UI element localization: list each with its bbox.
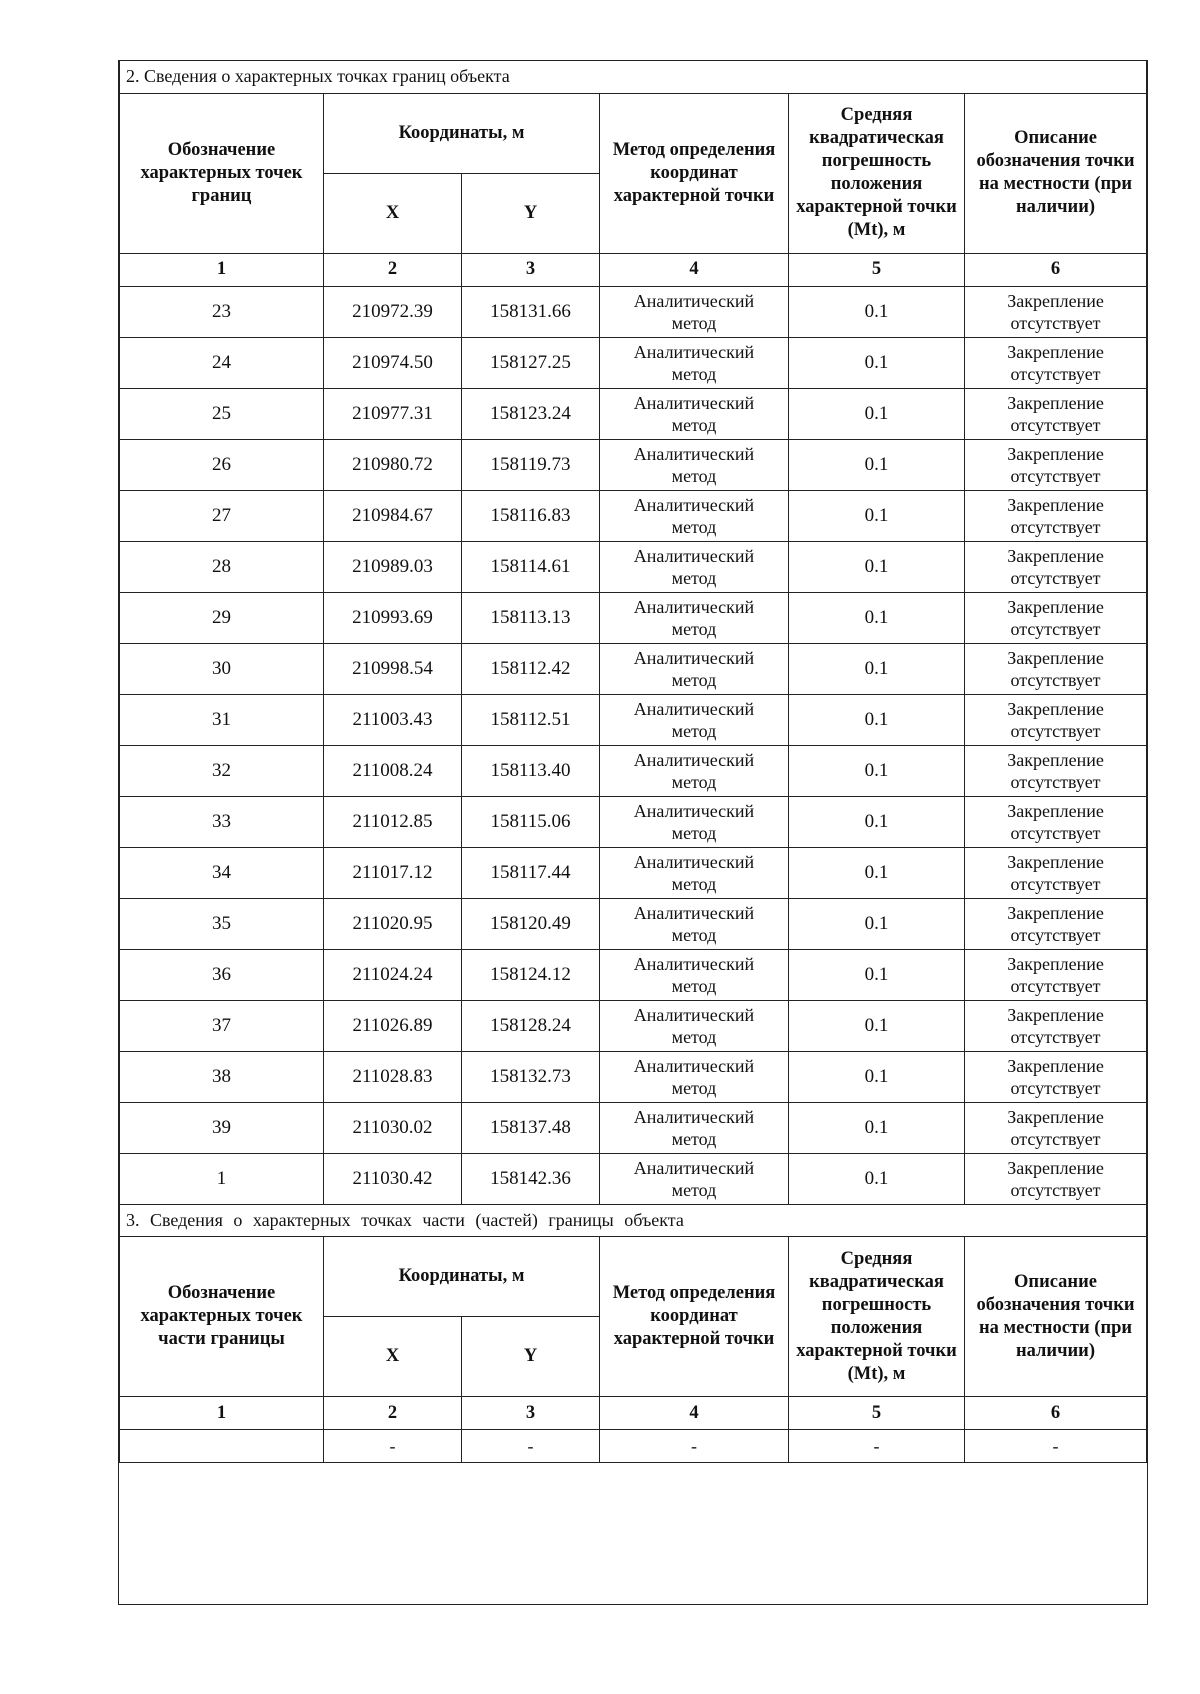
column-number: 2	[324, 253, 462, 286]
coord-y: 158128.24	[462, 1000, 600, 1051]
point-number: 39	[120, 1102, 324, 1153]
method-line-1: Аналитический	[633, 902, 755, 923]
method-line-1: Аналитический	[633, 647, 755, 668]
coord-x: 211008.24	[324, 745, 462, 796]
method-line-2: метод	[671, 1026, 717, 1047]
method-cell	[600, 541, 789, 592]
error-mt: 0.1	[789, 541, 965, 592]
point-number: 30	[120, 643, 324, 694]
description-cell	[965, 1153, 1147, 1204]
error-mt: 0.1	[789, 1051, 965, 1102]
table-row	[120, 1153, 1147, 1204]
method-line-2: метод	[671, 516, 717, 537]
point-number: 35	[120, 898, 324, 949]
coord-y: 158119.73	[462, 439, 600, 490]
method-cell	[600, 1051, 789, 1102]
coord-x: 210980.72	[324, 439, 462, 490]
point-number: 26	[120, 439, 324, 490]
description-cell	[965, 490, 1147, 541]
method-cell	[600, 796, 789, 847]
header-x: X	[324, 1317, 462, 1397]
coord-x: 211030.02	[324, 1102, 462, 1153]
method-line-1: Аналитический	[633, 392, 755, 413]
description-line-2: отсутствует	[1010, 618, 1101, 639]
description-cell	[965, 541, 1147, 592]
method-cell	[600, 643, 789, 694]
header-method: Метод определения координат характерной точки	[600, 93, 789, 253]
coord-y: 158113.40	[462, 745, 600, 796]
header-coords: Координаты, м	[324, 93, 600, 173]
method-line-1: Аналитический	[633, 953, 755, 974]
description-cell	[965, 796, 1147, 847]
method-line-1: Аналитический	[633, 1004, 755, 1025]
method-line-2: метод	[671, 720, 717, 741]
header-method: Метод определения координат характерной точки	[600, 1237, 789, 1397]
coord-y: 158116.83	[462, 490, 600, 541]
method-line-2: метод	[671, 465, 717, 486]
coord-y: 158142.36	[462, 1153, 600, 1204]
error-mt: 0.1	[789, 1153, 965, 1204]
method-line-2: метод	[671, 567, 717, 588]
error-mt: 0.1	[789, 286, 965, 337]
error-mt: 0.1	[789, 949, 965, 1000]
point-number: 36	[120, 949, 324, 1000]
coord-x: 211020.95	[324, 898, 462, 949]
method-cell	[600, 949, 789, 1000]
description-line-1: Закрепление	[1007, 392, 1104, 413]
header-error: Средняя квадратическая погрешность положения характерной точки (Mt), м	[789, 1237, 965, 1397]
coord-y: 158132.73	[462, 1051, 600, 1102]
column-number: 6	[965, 253, 1147, 286]
coord-x: 210989.03	[324, 541, 462, 592]
description-cell	[965, 1000, 1147, 1051]
description-line-1: Закрепление	[1007, 443, 1104, 464]
description-line-2: отсутствует	[1010, 822, 1101, 843]
column-number: 1	[120, 1397, 324, 1430]
description-line-2: отсутствует	[1010, 669, 1101, 690]
description-cell	[965, 694, 1147, 745]
header-description: Описание обозначения точки на местности (при наличии)	[965, 1237, 1147, 1397]
table-row	[120, 1102, 1147, 1153]
method-line-2: метод	[671, 975, 717, 996]
method-cell	[600, 337, 789, 388]
point-number: 32	[120, 745, 324, 796]
coord-y: 158127.25	[462, 337, 600, 388]
description-line-1: Закрепление	[1007, 1106, 1104, 1127]
header-y: Y	[462, 173, 600, 253]
table-row	[120, 490, 1147, 541]
method-line-2: метод	[671, 1128, 717, 1149]
method-line-2: метод	[671, 924, 717, 945]
method-line-1: Аналитический	[633, 698, 755, 719]
error-mt: 0.1	[789, 1102, 965, 1153]
error-mt: 0.1	[789, 1000, 965, 1051]
empty-cell: -	[965, 1430, 1147, 1463]
empty-cell: -	[600, 1430, 789, 1463]
method-line-1: Аналитический	[633, 1157, 755, 1178]
description-line-1: Закрепление	[1007, 1055, 1104, 1076]
coord-y: 158115.06	[462, 796, 600, 847]
table-row	[120, 439, 1147, 490]
coord-x: 211003.43	[324, 694, 462, 745]
column-number: 5	[789, 1397, 965, 1430]
coord-x: 210984.67	[324, 490, 462, 541]
description-line-1: Закрепление	[1007, 1004, 1104, 1025]
description-cell	[965, 1051, 1147, 1102]
table-row	[120, 388, 1147, 439]
table-row	[120, 337, 1147, 388]
error-mt: 0.1	[789, 643, 965, 694]
description-line-1: Закрепление	[1007, 800, 1104, 821]
column-number: 6	[965, 1397, 1147, 1430]
description-cell	[965, 286, 1147, 337]
empty-cell: -	[789, 1430, 965, 1463]
description-line-2: отсутствует	[1010, 414, 1101, 435]
method-line-1: Аналитический	[633, 800, 755, 821]
error-mt: 0.1	[789, 439, 965, 490]
table-row	[120, 949, 1147, 1000]
method-line-2: метод	[671, 669, 717, 690]
description-line-2: отсутствует	[1010, 720, 1101, 741]
method-cell	[600, 388, 789, 439]
point-number: 27	[120, 490, 324, 541]
header-x: X	[324, 173, 462, 253]
description-cell	[965, 592, 1147, 643]
point-number: 31	[120, 694, 324, 745]
point-number: 1	[120, 1153, 324, 1204]
error-mt: 0.1	[789, 745, 965, 796]
header-y: Y	[462, 1317, 600, 1397]
error-mt: 0.1	[789, 796, 965, 847]
coord-x: 210974.50	[324, 337, 462, 388]
description-cell	[965, 388, 1147, 439]
coord-x: 211012.85	[324, 796, 462, 847]
description-line-1: Закрепление	[1007, 953, 1104, 974]
description-line-2: отсутствует	[1010, 1026, 1101, 1047]
document-frame	[118, 60, 1148, 1605]
method-line-1: Аналитический	[633, 1055, 755, 1076]
column-number: 2	[324, 1397, 462, 1430]
error-mt: 0.1	[789, 337, 965, 388]
error-mt: 0.1	[789, 898, 965, 949]
point-number: 38	[120, 1051, 324, 1102]
coord-x: 211030.42	[324, 1153, 462, 1204]
header-designation: Обозначение характерных точек части границы	[120, 1237, 324, 1397]
description-line-1: Закрепление	[1007, 749, 1104, 770]
coord-y: 158137.48	[462, 1102, 600, 1153]
description-line-2: отсутствует	[1010, 567, 1101, 588]
point-number: 33	[120, 796, 324, 847]
description-cell	[965, 745, 1147, 796]
description-line-1: Закрепление	[1007, 647, 1104, 668]
table-row	[120, 847, 1147, 898]
description-cell	[965, 1102, 1147, 1153]
error-mt: 0.1	[789, 592, 965, 643]
description-line-1: Закрепление	[1007, 290, 1104, 311]
method-line-2: метод	[671, 414, 717, 435]
point-number: 28	[120, 541, 324, 592]
description-cell	[965, 643, 1147, 694]
coord-y: 158112.42	[462, 643, 600, 694]
method-line-1: Аналитический	[633, 443, 755, 464]
method-cell	[600, 1153, 789, 1204]
section3-title: 3. Сведения о характерных точках части (частей) границы объекта	[120, 1205, 1147, 1237]
method-line-2: метод	[671, 771, 717, 792]
method-cell	[600, 745, 789, 796]
method-cell	[600, 694, 789, 745]
method-cell	[600, 898, 789, 949]
method-line-1: Аналитический	[633, 545, 755, 566]
error-mt: 0.1	[789, 847, 965, 898]
description-line-2: отсутствует	[1010, 771, 1101, 792]
coord-x: 210977.31	[324, 388, 462, 439]
table-row	[120, 1430, 1147, 1463]
coord-x: 211026.89	[324, 1000, 462, 1051]
table-row	[120, 541, 1147, 592]
table-row	[120, 898, 1147, 949]
table-row	[120, 1000, 1147, 1051]
empty-cell	[120, 1430, 324, 1463]
coord-x: 210998.54	[324, 643, 462, 694]
description-line-2: отсутствует	[1010, 1128, 1101, 1149]
description-line-2: отсутствует	[1010, 924, 1101, 945]
description-line-2: отсутствует	[1010, 975, 1101, 996]
method-line-2: метод	[671, 1179, 717, 1200]
method-line-1: Аналитический	[633, 851, 755, 872]
method-cell	[600, 439, 789, 490]
point-number: 23	[120, 286, 324, 337]
description-cell	[965, 898, 1147, 949]
section2-table	[119, 61, 1147, 1205]
point-number: 34	[120, 847, 324, 898]
method-cell	[600, 286, 789, 337]
coord-y: 158120.49	[462, 898, 600, 949]
method-line-2: метод	[671, 618, 717, 639]
coord-x: 211024.24	[324, 949, 462, 1000]
description-line-1: Закрепление	[1007, 341, 1104, 362]
description-line-2: отсутствует	[1010, 1179, 1101, 1200]
description-cell	[965, 439, 1147, 490]
method-line-2: метод	[671, 363, 717, 384]
column-number: 5	[789, 253, 965, 286]
section2-title: 2. Сведения о характерных точках границ объекта	[120, 61, 1147, 93]
description-line-1: Закрепление	[1007, 545, 1104, 566]
coord-y: 158114.61	[462, 541, 600, 592]
section3-table	[119, 1205, 1147, 1464]
column-number: 4	[600, 253, 789, 286]
method-line-1: Аналитический	[633, 749, 755, 770]
method-cell	[600, 1000, 789, 1051]
method-cell	[600, 847, 789, 898]
error-mt: 0.1	[789, 388, 965, 439]
header-coords: Координаты, м	[324, 1237, 600, 1317]
empty-cell: -	[324, 1430, 462, 1463]
description-line-2: отсутствует	[1010, 312, 1101, 333]
coord-y: 158124.12	[462, 949, 600, 1000]
description-cell	[965, 847, 1147, 898]
error-mt: 0.1	[789, 694, 965, 745]
coord-y: 158131.66	[462, 286, 600, 337]
table-row	[120, 592, 1147, 643]
column-number: 4	[600, 1397, 789, 1430]
empty-cell: -	[462, 1430, 600, 1463]
description-line-1: Закрепление	[1007, 1157, 1104, 1178]
coord-y: 158112.51	[462, 694, 600, 745]
header-error: Средняя квадратическая погрешность положения характерной точки (Mt), м	[789, 93, 965, 253]
method-line-1: Аналитический	[633, 341, 755, 362]
description-line-1: Закрепление	[1007, 494, 1104, 515]
section2-body	[120, 286, 1147, 1204]
column-number: 1	[120, 253, 324, 286]
description-line-1: Закрепление	[1007, 902, 1104, 923]
method-line-1: Аналитический	[633, 290, 755, 311]
point-number: 25	[120, 388, 324, 439]
coord-y: 158117.44	[462, 847, 600, 898]
table-row	[120, 694, 1147, 745]
header-description: Описание обозначения точки на местности (при наличии)	[965, 93, 1147, 253]
description-line-2: отсутствует	[1010, 516, 1101, 537]
point-number: 37	[120, 1000, 324, 1051]
description-line-2: отсутствует	[1010, 1077, 1101, 1098]
method-line-2: метод	[671, 873, 717, 894]
column-number: 3	[462, 1397, 600, 1430]
method-line-2: метод	[671, 312, 717, 333]
table-row	[120, 643, 1147, 694]
blank-area	[119, 1463, 1147, 1593]
coord-y: 158113.13	[462, 592, 600, 643]
coord-x: 211028.83	[324, 1051, 462, 1102]
coord-x: 211017.12	[324, 847, 462, 898]
description-cell	[965, 337, 1147, 388]
method-line-1: Аналитический	[633, 494, 755, 515]
method-cell	[600, 592, 789, 643]
coord-x: 210972.39	[324, 286, 462, 337]
coord-y: 158123.24	[462, 388, 600, 439]
method-cell	[600, 490, 789, 541]
table-row	[120, 1051, 1147, 1102]
method-line-1: Аналитический	[633, 1106, 755, 1127]
method-line-1: Аналитический	[633, 596, 755, 617]
description-cell	[965, 949, 1147, 1000]
table-row	[120, 286, 1147, 337]
column-number-row	[120, 1397, 1147, 1430]
point-number: 29	[120, 592, 324, 643]
description-line-1: Закрепление	[1007, 851, 1104, 872]
column-number-row	[120, 253, 1147, 286]
description-line-1: Закрепление	[1007, 596, 1104, 617]
coord-x: 210993.69	[324, 592, 462, 643]
description-line-2: отсутствует	[1010, 465, 1101, 486]
point-number: 24	[120, 337, 324, 388]
method-line-2: метод	[671, 822, 717, 843]
method-line-2: метод	[671, 1077, 717, 1098]
column-number: 3	[462, 253, 600, 286]
header-designation: Обозначение характерных точек границ	[120, 93, 324, 253]
description-line-2: отсутствует	[1010, 363, 1101, 384]
description-line-2: отсутствует	[1010, 873, 1101, 894]
table-row	[120, 796, 1147, 847]
error-mt: 0.1	[789, 490, 965, 541]
table-row	[120, 745, 1147, 796]
method-cell	[600, 1102, 789, 1153]
description-line-1: Закрепление	[1007, 698, 1104, 719]
